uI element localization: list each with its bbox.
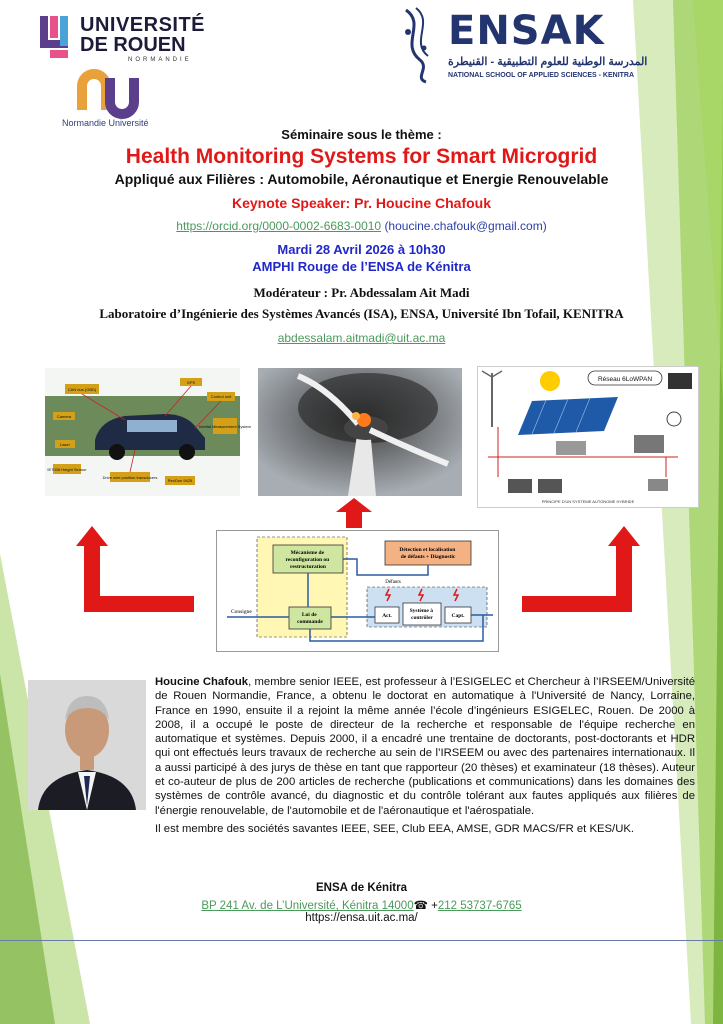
footer-name: ENSA de Kénitra (316, 882, 407, 894)
footer-address-link[interactable]: BP 241 Av. de L’Université, Kénitra 14000 (201, 900, 414, 912)
event-title: Health Monitoring Systems for Smart Microgrid (125, 145, 598, 168)
diagram-defaults: Défauts (385, 580, 401, 585)
car-label: Laser (59, 442, 71, 447)
event-date: Mardi 28 Avril 2026 à 10h30 (277, 242, 446, 257)
keynote-speaker: Keynote Speaker: Pr. Houcine Chafouk (231, 195, 492, 211)
footer-phone-link[interactable]: 212 53737-6765 (437, 900, 522, 912)
orcid-link[interactable]: https://orcid.org/0000-0002-6683-0010 (176, 219, 382, 233)
svg-text:Système à contrôler: Système à contrôler (409, 608, 433, 621)
speaker-bio (155, 675, 695, 836)
solar-network-label: Réseau 6LoWPAN (597, 376, 653, 383)
universite-rouen-logo (38, 14, 206, 66)
diagram-act: Act. (382, 613, 392, 619)
bio-name: Houcine Chafouk (155, 676, 249, 688)
car-label: GPS (186, 380, 196, 385)
ensak-emblem-icon (396, 4, 446, 84)
event-location: AMPHI Rouge de l’ENSA de Kénitra (252, 259, 471, 274)
instrumented-car-image (45, 368, 252, 496)
ensak-title: ENSAK (448, 8, 605, 54)
speaker-email: (houcine.chafouk@gmail.com) (384, 219, 547, 233)
car-label: CAN bus (OBD) (67, 387, 97, 392)
ur-line3: NORMANDIE (128, 57, 192, 63)
burning-wind-turbine-image (258, 368, 462, 496)
solar-hybrid-system-image (477, 366, 699, 508)
ensak-english: NATIONAL SCHOOL OF APPLIED SCIENCES - KENITRA (448, 72, 635, 79)
ur-line2: DE ROUEN (80, 34, 186, 56)
ur-line1: UNIVERSITÉ (80, 14, 206, 36)
ur-mark-icon (38, 14, 74, 60)
bio-paragraph (155, 675, 695, 818)
footer-url[interactable]: https://ensa.uit.ac.ma/ (305, 912, 418, 924)
footer-address-line (0, 898, 723, 912)
bio-text: , membre senior IEEE, est professeur à l’ESIGELEC et Chercheur à l’IRSEEM/Université de Rouen Normandie, France, a obtenu le doctorat en automatique à l'Université de Nancy, Lorraine, France en 1990, ensuite il a rejoint la même année l’école d’ingénieurs ESIGELEC, Rouen. De 2000 à 2008, il a occupé le poste de directeur de la recherche et responsable de l'équipe recherche en automatique et systèmes. Depuis 2000, il a encadré une trentaine de doctorants, post-doctorants et HDR qui ont effectués leurs travaux de recherche au sein de l’IRSEEM ou avec des partenaires internationaux. Il a aussi participé à des jurys de thèse en tant que rapporteur (20 thèses) et examinateur (18 thèses). Auteur et co-auteur de plus de 200 articles de recherche (publications et communications) dans les domaines des systèmes de contrôle avancé, du diagnostic et du contrôle tolérant aux fautes appliqués aux filières de l'énergie renouvelable, de l'automobile et de l'aéronautique et l'aérospatiale. (155, 676, 696, 817)
svg-text:Loi de commande: Loi de commande (297, 612, 323, 625)
orcid-line (0, 219, 723, 233)
footer-divider (0, 940, 723, 941)
svg-text:Détection et localisation: Détection et localisation de défauts + Diagnostic (399, 547, 456, 560)
solar-caption: PRINCIPE D'UN SYSTEME AUTONOME HYBRIDE (541, 499, 635, 504)
fault-tolerant-control-diagram (216, 530, 499, 652)
svg-text:Mécanisme de reconfigura: Mécanisme de reconfiguration ou restructuration (285, 550, 330, 570)
event-subtitle: Appliqué aux Filières : Automobile, Aéronautique et Energie Renouvelable (114, 171, 609, 187)
car-label: Drive wire position transducers (102, 475, 158, 480)
nu-mark-icon (76, 72, 146, 116)
moderator: Modérateur : Pr. Abdessalam Ait Madi (253, 285, 470, 300)
center-arrow-icon (334, 498, 374, 528)
car-label: RexDon 9425 (167, 478, 193, 483)
phone-plus: + (427, 900, 438, 912)
normandie-label: Normandie Université (62, 118, 149, 128)
lab-name: Laboratoire d’Ingénierie des Systèmes Avancés (ISA), ENSA, Université Ibn Tofail, KENITRA (99, 306, 624, 321)
ensak-arabic: المدرسة الوطنية للعلوم التطبيقية - القنيطرة (448, 56, 648, 68)
right-arrow-icon (520, 516, 640, 616)
left-arrow-icon (76, 516, 196, 616)
bio-societies: Il est membre des sociétés savantes IEEE, SEE, Club EEA, AMSE, GDR MACS/FR et KES/UK. (155, 822, 635, 835)
car-label: Camera (56, 414, 72, 419)
normandie-universite-logo (62, 72, 186, 132)
speaker-photo (28, 680, 146, 810)
car-label: IE7006 Height Sensor (47, 467, 87, 472)
phone-icon: ☎ (413, 900, 428, 912)
diagram-consigne: Consigne (231, 609, 252, 615)
seminar-intro: Séminaire sous le thème : (281, 127, 442, 142)
diagram-capt: Capt. (451, 613, 465, 619)
ensak-logo (396, 4, 696, 84)
moderator-email-link[interactable]: abdessalam.aitmadi@uit.ac.ma (277, 331, 446, 345)
car-label: Inertial Measurement System (198, 424, 252, 429)
car-label: Control unit (210, 394, 232, 399)
